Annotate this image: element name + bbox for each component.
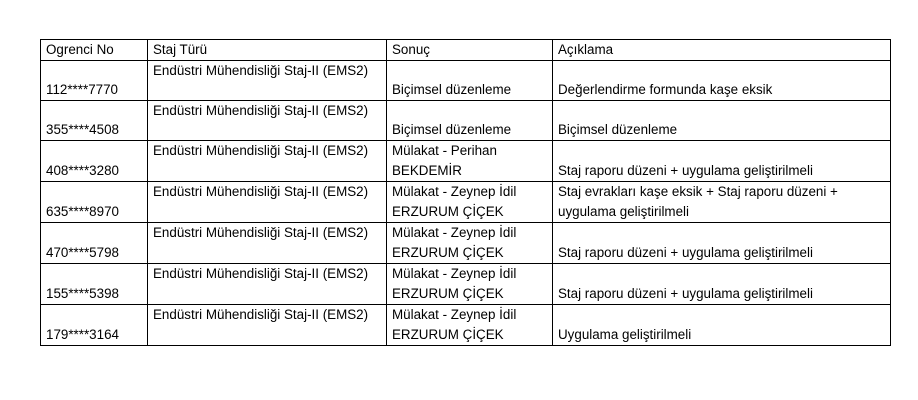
header-ogrenci-no: Ogrenci No: [41, 40, 148, 61]
cell-text: Mülakat - Zeynep İdil ERZURUM ÇİÇEK: [392, 184, 517, 219]
header-staj-turu: Staj Türü: [148, 40, 387, 61]
cell-text: 355****4508: [46, 122, 119, 137]
cell-staj-turu: [148, 141, 387, 182]
table-row: [41, 101, 891, 141]
header-sonuc: Sonuç: [387, 40, 553, 61]
cell-text: Endüstri Mühendisliği Staj-II (EMS2): [153, 103, 369, 118]
cell-aciklama: [553, 223, 891, 264]
cell-text: Biçimsel düzenleme: [558, 122, 678, 137]
cell-sonuc: [387, 101, 553, 141]
cell-text: Staj raporu düzeni + uygulama geliştirilmeli: [558, 286, 813, 301]
cell-text: 112****7770: [46, 82, 118, 97]
cell-ogrenci-no: [41, 61, 148, 101]
cell-staj-turu: [148, 305, 387, 346]
cell-staj-turu: [148, 223, 387, 264]
header-aciklama: Açıklama: [553, 40, 891, 61]
cell-ogrenci-no: [41, 264, 148, 305]
cell-text: Staj raporu düzeni + uygulama geliştirilmeli: [558, 245, 813, 260]
table-row: [41, 223, 891, 264]
cell-sonuc: [387, 223, 553, 264]
cell-sonuc: [387, 182, 553, 223]
cell-text: Uygulama geliştirilmeli: [558, 327, 692, 342]
cell-text: 155****5398: [46, 286, 119, 301]
table-header-row: [41, 40, 891, 61]
cell-text: 179****3164: [46, 327, 119, 342]
document-sheet: [40, 39, 890, 346]
cell-text: Değerlendirme formunda kaşe eksik: [558, 82, 773, 97]
cell-text: Endüstri Mühendisliği Staj-II (EMS2): [153, 266, 369, 281]
cell-text: Endüstri Mühendisliği Staj-II (EMS2): [153, 63, 369, 78]
cell-text: Mülakat - Zeynep İdil ERZURUM ÇİÇEK: [392, 307, 517, 342]
cell-sonuc: [387, 141, 553, 182]
table-row: [41, 182, 891, 223]
table-row: [41, 305, 891, 346]
cell-ogrenci-no: [41, 223, 148, 264]
cell-sonuc: [387, 264, 553, 305]
cell-text: Staj raporu düzeni + uygulama geliştirilmeli: [558, 163, 813, 178]
cell-text: Biçimsel düzenleme: [392, 122, 512, 137]
cell-ogrenci-no: [41, 101, 148, 141]
table-row: [41, 61, 891, 101]
cell-text: Mülakat - Zeynep İdil ERZURUM ÇİÇEK: [392, 266, 517, 301]
cell-sonuc: [387, 61, 553, 101]
cell-text: Endüstri Mühendisliği Staj-II (EMS2): [153, 184, 369, 199]
cell-staj-turu: [148, 101, 387, 141]
cell-text: Endüstri Mühendisliği Staj-II (EMS2): [153, 307, 369, 322]
cell-aciklama: [553, 182, 891, 223]
cell-text: 635****8970: [46, 204, 119, 219]
cell-staj-turu: [148, 182, 387, 223]
cell-sonuc: [387, 305, 553, 346]
cell-text: 470****5798: [46, 245, 119, 260]
cell-ogrenci-no: [41, 141, 148, 182]
cell-aciklama: [553, 264, 891, 305]
cell-text: 408****3280: [46, 163, 119, 178]
cell-ogrenci-no: [41, 305, 148, 346]
table-row: [41, 141, 891, 182]
cell-staj-turu: [148, 61, 387, 101]
cell-text: Endüstri Mühendisliği Staj-II (EMS2): [153, 225, 369, 240]
cell-ogrenci-no: [41, 182, 148, 223]
cell-text: Mülakat - Zeynep İdil ERZURUM ÇİÇEK: [392, 225, 517, 260]
table-row: [41, 264, 891, 305]
cell-text: Endüstri Mühendisliği Staj-II (EMS2): [153, 143, 369, 158]
cell-aciklama: [553, 141, 891, 182]
cell-aciklama: [553, 101, 891, 141]
cell-text: Staj evrakları kaşe eksik + Staj raporu düzeni + uygulama geliştirilmeli: [558, 184, 838, 219]
cell-text: Biçimsel düzenleme: [392, 82, 512, 97]
internship-results-table: [40, 39, 891, 346]
cell-text: Mülakat - Perihan BEKDEMİR: [392, 143, 497, 178]
cell-aciklama: [553, 61, 891, 101]
cell-aciklama: [553, 305, 891, 346]
cell-staj-turu: [148, 264, 387, 305]
